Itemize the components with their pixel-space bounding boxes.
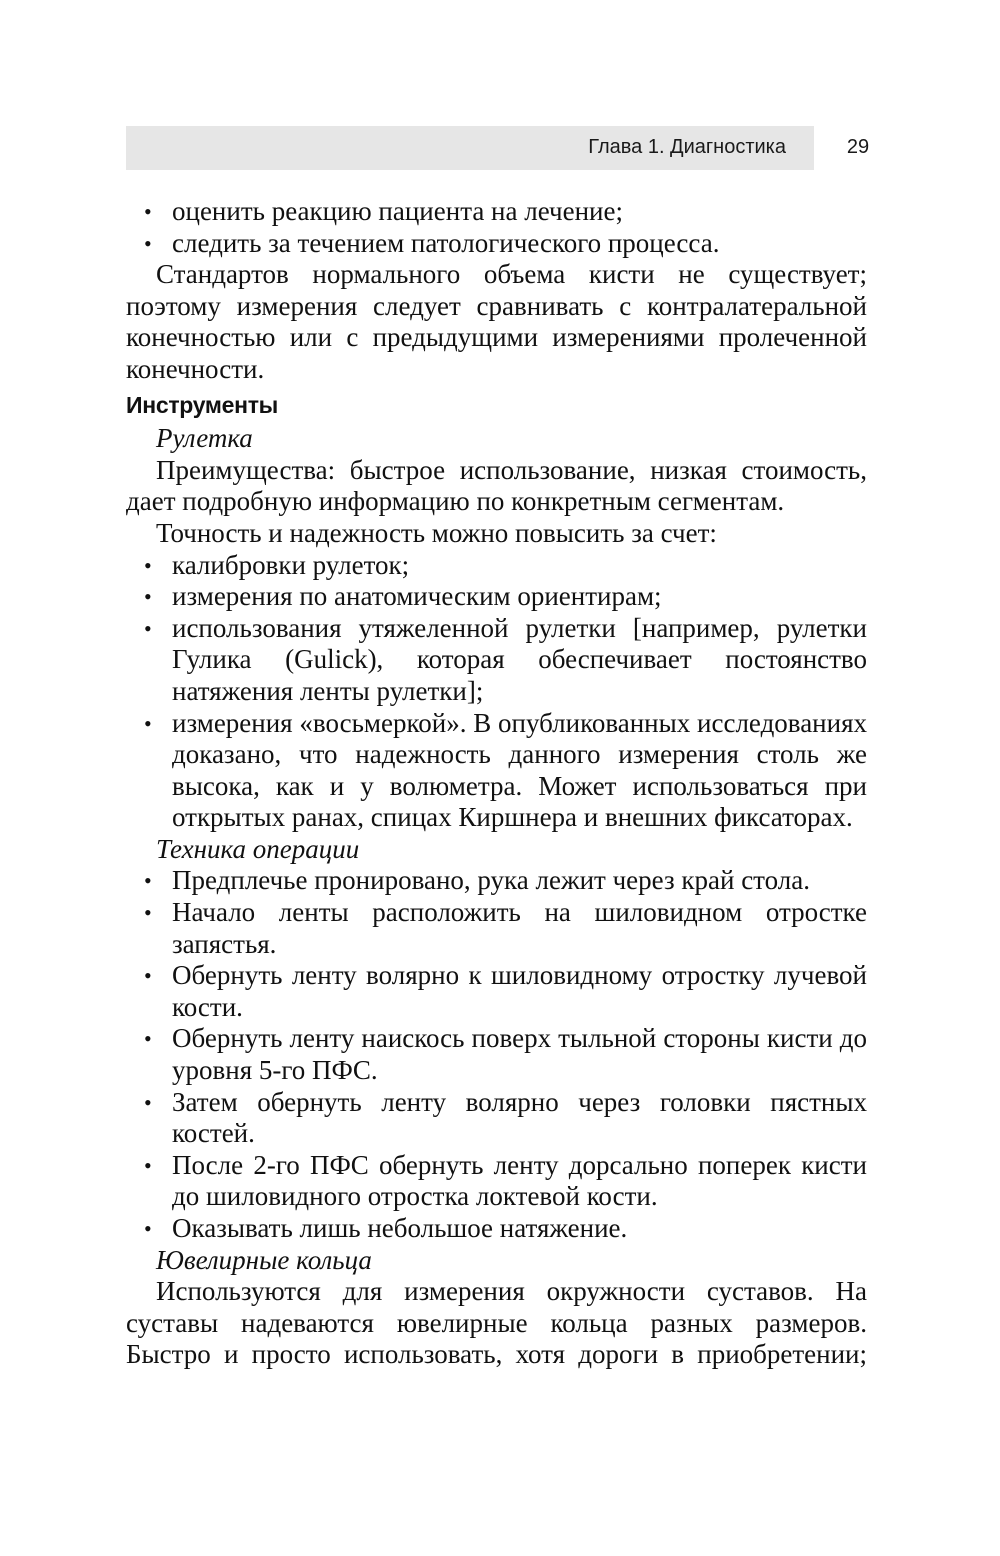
list-item: • Предплечье пронировано, рука лежит через край стола. [172, 865, 867, 897]
paragraph-accuracy: Точность и надежность можно повысить за счет: [156, 517, 717, 548]
list-item: • После 2-го ПФС обернуть ленту дорсально поперек кисти до шиловидного отростка локтевой кости. [172, 1150, 867, 1213]
list-item: • Обернуть ленту наискось поверх тыльной стороны кисти до уровня 5-го ПФС. [172, 1023, 867, 1086]
list-item: • Затем обернуть ленту волярно через головки пястных костей. [172, 1087, 867, 1150]
list-item: • использования утяжеленной рулетки [например, рулетки Гулика (Gulick), которая обеспечивает постоянство натяжения ленты рулетки]; [172, 613, 867, 708]
list-item: • оценить реакцию пациента на лечение; [172, 196, 867, 228]
list-item: • Обернуть ленту волярно к шиловидному отростку лучевой кости. [172, 960, 867, 1023]
running-head [126, 126, 814, 170]
subheading-tape: Рулетка [156, 423, 253, 454]
bullet-list-accuracy [126, 550, 867, 834]
list-item: • Оказывать лишь небольшое натяжение. [172, 1213, 867, 1245]
list-item: • следить за течением патологического процесса. [172, 228, 867, 260]
list-item: • Начало ленты расположить на шиловидном отростке запястья. [172, 897, 867, 960]
paragraph-advantages: Преимущества: быстрое использование, низкая стоимость, дает подробную информацию по конкретным сегментам. [126, 454, 867, 517]
list-item: • измерения по анатомическим ориентирам; [172, 581, 867, 613]
list-item: • измерения «восьмеркой». В опубликованных исследованиях доказано, что надежность данного измерения столь же высока, как и у волюметра. Может использоваться при открытых ранах, спицах Киршнера и внешних фиксаторах. [172, 708, 867, 834]
subheading-technique: Техника операции [156, 833, 360, 864]
bullet-list-goals [126, 196, 867, 259]
bullet-list-technique [126, 865, 867, 1244]
paragraph-rings: Используются для измерения окружности суставов. На суставы надеваются ювелирные кольца разных размеров. Быстро и просто использовать, хотя дороги в приобретении; [126, 1276, 867, 1370]
list-item: • калибровки рулеток; [172, 550, 867, 582]
page-number: 29 [846, 136, 870, 158]
chapter-title: Глава 1. Диагностика [588, 136, 786, 158]
body-text [126, 196, 867, 1371]
section-heading-instruments: Инструменты [126, 391, 279, 418]
subheading-rings: Ювелирные кольца [156, 1244, 372, 1275]
paragraph-standards: Стандартов нормального объема кисти не существует; поэтому измерения следует сравнивать с контралатеральной конечностью или с предыдущими измерениями пролеченной конечности. [126, 259, 867, 384]
